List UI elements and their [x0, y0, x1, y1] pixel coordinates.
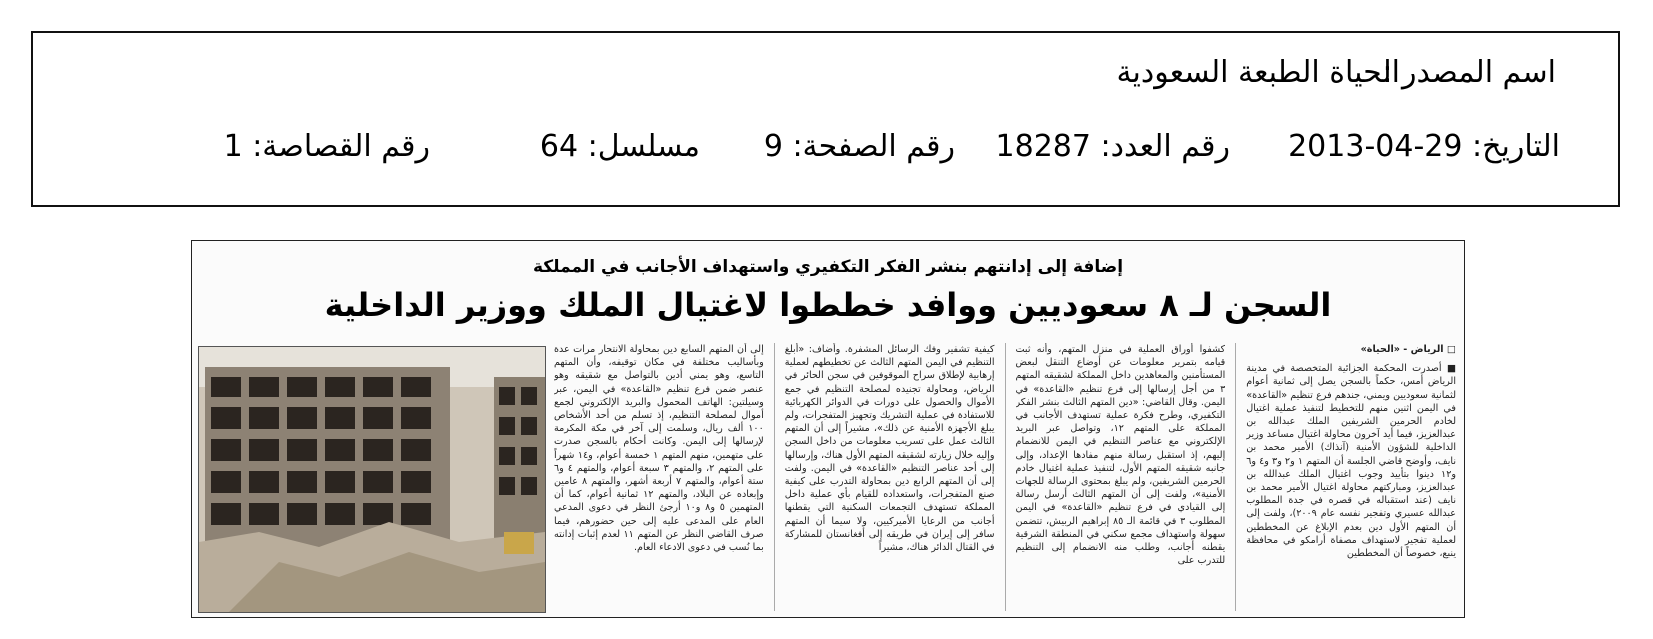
article-column-2-text: كشفوا أوراق العملية في منزل المتهم، وأنه ثبت قيامه بتمرير معلومات عن أوضاع التنقل لبعض المستأمنين والمعاهدين داخل المملكة لشقيقه المتهم ٣ من أجل إرسالها إلى فرع تنظيم «القاعدة» في اليمن. وقال القاضي: «دين المتهم الثالث بنشر الفكر التكفيري، وطرح فكرة عملية تستهدف الأجانب في المملكة على المتهم ١٢، وتواصل عبر البريد الإلكتروني مع عناصر التنظيم في اليمن للانضمام إليهم، إذ استقبل رسالة منهم مفادها الإعداد، وإلى جانبه شقيقه المتهم الأول، لتنفيذ عملية اغتيال خادم الحرمين الشريفين، ولم يبلغ بمحتوى الرسالة للجهات الأمنية»، ولفت إلى أن المتهم الثالث أرسل رسالة إلى القيادي في فرع تنظيم «القاعدة» في اليمن المطلوب ٣ في قائمة الـ ٨٥ إبراهيم الربيش، تتضمن سهولة واستهداف مجمع سكني في المنطقة الشرقية يقطنه أجانب، وطلب منه الانضمام إلى التنظيم للتدرب على — [1015, 344, 1226, 567]
newspaper-clipping — [191, 240, 1465, 618]
article-columns — [554, 343, 1456, 611]
source-label: اسم المصدر : — [1382, 55, 1556, 90]
article-column-4 — [554, 343, 764, 611]
article-column-3-text: كيفية تشفير وفك الرسائل المشفرة. وأضاف: «أبلغ التنظيم في اليمن المتهم الثالث عن تخطيطهم لعملية إرهابية لإطلاق سراح الموقوفين في سجن الحائر في الرياض، ومحاولة تجنيده لمصلحة التنظيم في جمع الأموال والحصول على دورات في الدوائر الكهربائية للاستفادة في عملية التشريك وتجهيز المتفجرات، ولم يبلغ الأجهزة الأمنية عن ذلك»، مشيراً إلى أن المتهم الثالث عمل على تسريب معلومات من داخل السجن وإليه خلال زيارته لشقيقه المتهم الأول هناك، وإرسالها إلى أحد عناصر التنظيم «القاعدة» في اليمن. ولفت إلى أن المتهم الرابع دين بمحاولة التدرب على كيفية صنع المتفجرات، واستعداده للقيام بأي عملية داخل المملكة تستهدف التجمعات السكنية التي يقطنها أجانب من الرعايا الأميركيين، ولا سيما أن المتهم سافر إلى إيران في طريقه إلى أفغانستان للمشاركة في القتال الدائر هناك، مشيراً — [784, 344, 995, 554]
article-byline: □ الرياض - «الحياة» — [1360, 344, 1456, 355]
details-row — [73, 129, 1560, 171]
article-column-1 — [1246, 343, 1456, 611]
column-divider — [1235, 343, 1236, 611]
article-column-3 — [785, 343, 995, 611]
date-field: التاريخ: 29-04-2013 — [1288, 129, 1560, 164]
article-headline: السجن لـ ٨ سعوديين ووافد خططوا لاغتيال الملك ووزير الداخلية — [324, 286, 1332, 324]
article-column-1-text: ■ أصدرت المحكمة الجزائية المتخصصة في مدينة الرياض أمس، حكماً بالسجن يصل إلى ثمانية أعوام لثمانية سعوديين ويمني، جندهم فرع تنظيم «القاعدة» في اليمن اثنين منهم للتخطيط لتنفيذ عملية اغتيال لخادم الحرمين الشريفين الملك عبدالله بن عبدالعزيز، فيما أيد آخرون محاولة اغتيال مساعد وزير الداخلية للشؤون الأمنية (آنذاك) الأمير محمد بن نايف، وأوضح قاضي الجلسة أن المتهم ١ و٢ و٣ و٤ و٦ و١٢ دينوا بتأييد وجوب اغتيال الملك عبدالله بن عبدالعزيز، ومباركتهم محاولة اغتيال الأمير محمد بن نايف (عند استقباله في قصره في جدة المطلوب عبدالله عسيري وتفجير نفسه عام ٢٠٠٩)، ولفت إلى أن المتهم الأول دين بعدم الإبلاغ عن المخططين لعملية تفجير لاستهداف مصفاة أرامكو في محافظة ينبع، خصوصاً أن المخططين — [1246, 363, 1456, 560]
damaged-building-illustration — [199, 347, 545, 612]
issue-field: رقم العدد: 18287 — [995, 129, 1230, 164]
column-divider — [774, 343, 775, 611]
column-divider — [1005, 343, 1006, 611]
article-column-2 — [1016, 343, 1226, 611]
serial-field: مسلسل: 64 — [539, 129, 700, 164]
source-row — [73, 55, 1556, 97]
page-field: رقم الصفحة: 9 — [763, 129, 955, 164]
damaged-building-photo — [198, 346, 546, 613]
source-value: الحياة الطبعة السعودية — [1116, 55, 1400, 90]
source-metadata-box — [31, 31, 1620, 207]
article-column-4-text: إلى أن المتهم السابع دين بمحاولة الانتحار مرات عدة وبأساليب مختلفة في مكان توقيفه، وأن المتهم التاسع، وهو يمني أدين بالتواصل مع شقيقه وهو عنصر ضمن فرع تنظيم «القاعدة» في اليمن، عبر وسيلتين: الهاتف المحمول والبريد الإلكتروني لجمع أموال لمصلحة التنظيم، إذ تسلم من أحد الأشخاص ١٠٠ ألف ريال، وسلمت إلى آخر في مكة المكرمة لإرسالها إلى اليمن. وكانت أحكام بالسجن صدرت على متهمين، منهم المتهم ١ خمسة أعوام، و١٤ شهراً على المتهم ٢، والمتهم ٣ سبعة أعوام، والمتهم ٤ و٦ ستة أعوام، والمتهم ٧ أربعة أشهر، والمتهم ٨ عامين وإبعاده عن البلاد، والمتهم ١٢ ثمانية أعوام، كما أن المتهمين ٥ و٨ و١٠ أرجئ النظر في دعوى المدعي العام على المدعى عليه إلى حين حضورهم، فيما صرف القاضي النظر عن المتهم ١١ لعدم إثبات إدانته بما نُسب في دعوى الادعاء العام. — [554, 344, 764, 554]
clip-number-field: رقم القصاصة: 1 — [223, 129, 430, 164]
article-kicker: إضافة إلى إدانتهم بنشر الفكر التكفيري واستهداف الأجانب في المملكة — [532, 257, 1124, 277]
